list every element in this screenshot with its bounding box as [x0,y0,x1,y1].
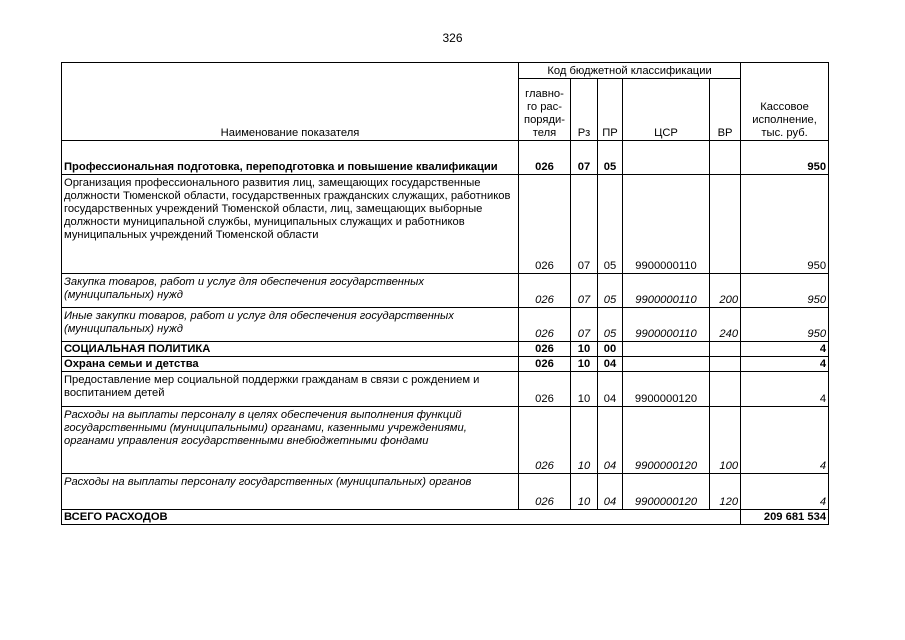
row-rz: 10 [571,372,598,407]
row-vr: 200 [710,274,741,308]
table-row [62,308,829,342]
header-glavn: главно-го рас-поряди-теля [519,79,571,141]
header-amount: Кассовое исполнение, тыс. руб. [741,63,829,141]
row-rz: 10 [571,357,598,372]
table-row [62,474,829,510]
row-name [62,274,519,308]
row-amount: 4 [741,407,829,474]
table-row [62,357,829,372]
row-vr [710,141,741,175]
row-csr: 9900000110 [623,175,710,274]
row-amount: 4 [741,357,829,372]
row-pr: 05 [598,308,623,342]
table-row [62,372,829,407]
row-name [62,474,519,510]
row-name [62,407,519,474]
page-number: 326 [442,31,463,45]
row-csr [623,342,710,357]
total-amount: 209 681 534 [741,510,829,525]
row-vr [710,175,741,274]
row-rz: 07 [571,175,598,274]
row-rz: 07 [571,141,598,175]
row-pr: 04 [598,372,623,407]
row-csr: 9900000120 [623,407,710,474]
header-name: Наименование показателя [62,63,519,141]
row-csr: 9900000110 [623,308,710,342]
row-csr: 9900000120 [623,474,710,510]
row-pr: 05 [598,141,623,175]
row-name-text: Организация профессионального развития лиц, замещающих государственные должности Тюменской области, государственных гражданских служащих, работников государственных учреждений Тюменской области, лиц, замещающих выборные должности муниципальной службы, муниципальных служащих и работников муниципальных учреждений Тюменской области [64,177,511,241]
row-amount: 4 [741,474,829,510]
row-amount: 950 [741,175,829,274]
header-csr: ЦСР [623,79,710,141]
row-glavn: 026 [519,274,571,308]
row-vr [710,342,741,357]
row-pr: 04 [598,357,623,372]
total-row [62,510,829,525]
row-amount: 4 [741,372,829,407]
table-row [62,274,829,308]
row-vr: 240 [710,308,741,342]
row-amount: 4 [741,342,829,357]
row-name-text: Закупка товаров, работ и услуг для обеспечения государственных (муниципальных) нужд [64,276,424,301]
row-name-text: Предоставление мер социальной поддержки гражданам в связи с рождением и воспитанием детей [64,374,480,399]
header-rz: Рз [571,79,598,141]
row-rz: 10 [571,474,598,510]
table-row [62,141,829,175]
row-csr [623,141,710,175]
row-glavn: 026 [519,342,571,357]
header-pr: ПР [598,79,623,141]
row-pr: 05 [598,274,623,308]
table-row [62,175,829,274]
table-row [62,342,829,357]
row-glavn: 026 [519,308,571,342]
row-name: Профессиональная подготовка, переподготовка и повышение квалификации [62,141,519,175]
row-csr: 9900000110 [623,274,710,308]
row-vr: 120 [710,474,741,510]
row-glavn: 026 [519,407,571,474]
row-name-text: Иные закупки товаров, работ и услуг для обеспечения государственных (муниципальных) нужд [64,310,454,335]
row-rz: 10 [571,342,598,357]
row-vr [710,357,741,372]
row-name: Охрана семьи и детства [62,357,519,372]
row-glavn: 026 [519,357,571,372]
row-name-text: Расходы на выплаты персоналу государственных (муниципальных) органов [64,476,472,488]
header-vr: ВР [710,79,741,141]
row-csr [623,357,710,372]
row-pr: 05 [598,175,623,274]
row-glavn: 026 [519,474,571,510]
row-name-text: Расходы на выплаты персоналу в целях обеспечения выполнения функций государственными (муниципальными) органами, казенными учреждениями, органами управления государственными внебюджетными фондами [64,409,467,447]
row-rz: 10 [571,407,598,474]
row-glavn: 026 [519,372,571,407]
row-vr [710,372,741,407]
row-name: СОЦИАЛЬНАЯ ПОЛИТИКА [62,342,519,357]
row-csr: 9900000120 [623,372,710,407]
row-amount: 950 [741,274,829,308]
header-code-group: Код бюджетной классификации [519,63,741,79]
row-pr: 04 [598,407,623,474]
row-glavn: 026 [519,175,571,274]
row-rz: 07 [571,308,598,342]
total-label: ВСЕГО РАСХОДОВ [62,510,741,525]
row-amount: 950 [741,308,829,342]
budget-table [61,62,829,525]
row-amount: 950 [741,141,829,175]
row-pr: 04 [598,474,623,510]
row-glavn: 026 [519,141,571,175]
header-row-1 [62,63,829,79]
row-pr: 00 [598,342,623,357]
table-row [62,407,829,474]
row-vr: 100 [710,407,741,474]
row-name [62,308,519,342]
row-name [62,372,519,407]
row-rz: 07 [571,274,598,308]
row-name [62,175,519,274]
